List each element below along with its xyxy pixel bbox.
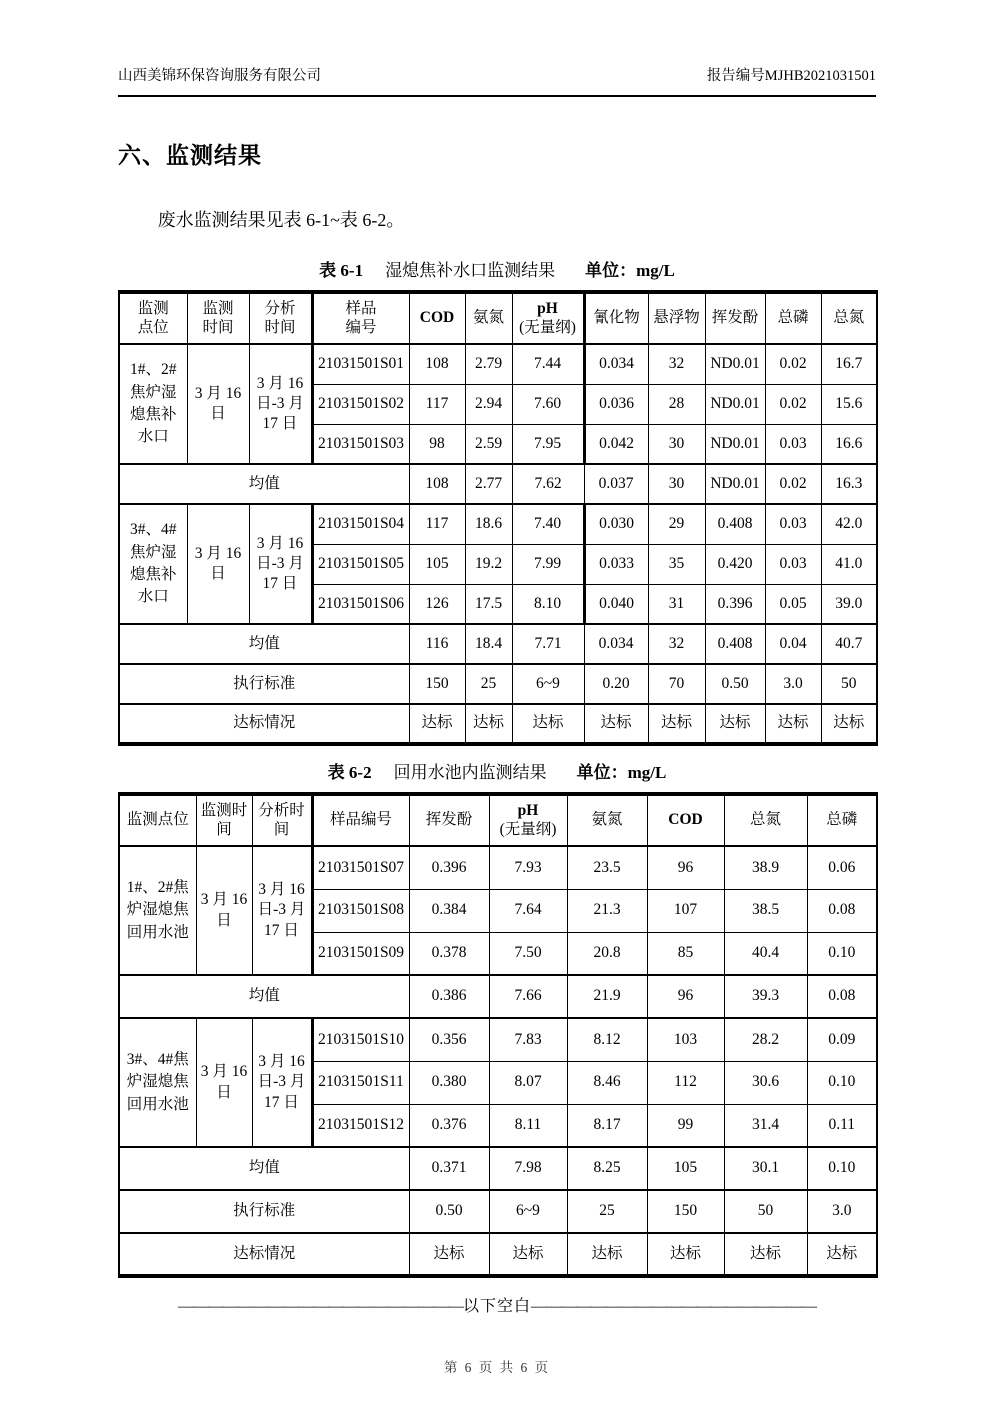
- cell: 0.03: [765, 544, 821, 584]
- cell-analysis-time: 3 月 16 日-3 月 17 日: [249, 504, 312, 624]
- table-6-1: [118, 290, 878, 746]
- cell: 7.99: [512, 544, 584, 584]
- cell: 8.11: [489, 1104, 567, 1147]
- cell: 3.0: [807, 1190, 877, 1233]
- cell: 0.408: [705, 504, 765, 544]
- cell-point: 3#、4#焦炉湿熄焦回用水池: [119, 1018, 196, 1147]
- cell: 99: [647, 1104, 724, 1147]
- cell: 0.06: [807, 846, 877, 889]
- cell-analysis-time: 3 月 16 日-3 月 17 日: [252, 846, 312, 975]
- table-row: [119, 344, 877, 384]
- below-blank-line: [118, 1293, 876, 1316]
- cell: 6~9: [512, 664, 584, 704]
- cell: 38.9: [724, 846, 807, 889]
- cell: 39.0: [821, 584, 877, 624]
- table-6-2: [118, 792, 878, 1278]
- mean-row: [119, 624, 877, 664]
- cell: 15.6: [821, 384, 877, 424]
- cell: 0.033: [584, 544, 648, 584]
- cell: 21.9: [567, 975, 647, 1018]
- table-6-1-caption: [118, 256, 876, 281]
- cell-sample-id: 21031501S08: [312, 889, 409, 932]
- cell: 7.50: [489, 932, 567, 975]
- mean-row: [119, 975, 877, 1018]
- header-cell: COD: [409, 292, 465, 344]
- cell: 105: [409, 544, 465, 584]
- cell: 0.034: [584, 344, 648, 384]
- header-cell: pH (无量纲): [512, 292, 584, 344]
- cell: 7.83: [489, 1018, 567, 1061]
- cell: 7.64: [489, 889, 567, 932]
- cell-time: 3 月 16 日: [196, 846, 252, 975]
- cell: 0.378: [409, 932, 489, 975]
- cell: 42.0: [821, 504, 877, 544]
- cell: 0.11: [807, 1104, 877, 1147]
- cell: 105: [647, 1147, 724, 1190]
- caption-title: 回用水池内监测结果: [393, 763, 547, 782]
- cell: 21.3: [567, 889, 647, 932]
- cell: 28: [648, 384, 705, 424]
- cell: 31.4: [724, 1104, 807, 1147]
- cell: 0.05: [765, 584, 821, 624]
- header-cell: 总磷: [807, 794, 877, 846]
- cell-analysis-time: 3 月 16 日-3 月 17 日: [249, 344, 312, 464]
- standard-row: [119, 664, 877, 704]
- cell: 98: [409, 424, 465, 464]
- caption-unit: 单位：mg/L: [576, 763, 667, 782]
- cell: 7.71: [512, 624, 584, 664]
- cell: 达标: [409, 1233, 489, 1276]
- cell-sample-id: 21031501S11: [312, 1061, 409, 1104]
- cell: 0.10: [807, 1061, 877, 1104]
- cell: 0.042: [584, 424, 648, 464]
- header-cell: 总氮: [821, 292, 877, 344]
- cell: 50: [821, 664, 877, 704]
- cell: 107: [647, 889, 724, 932]
- cell-label: 均值: [119, 1147, 409, 1190]
- cell: 70: [648, 664, 705, 704]
- cell: 19.2: [465, 544, 512, 584]
- cell-sample-id: 21031501S10: [312, 1018, 409, 1061]
- cell: 8.25: [567, 1147, 647, 1190]
- header-cell: 挥发酚: [409, 794, 489, 846]
- cell: 117: [409, 504, 465, 544]
- cell: 8.17: [567, 1104, 647, 1147]
- cell: 2.79: [465, 344, 512, 384]
- cell-time: 3 月 16 日: [187, 344, 249, 464]
- cell-time: 3 月 16 日: [196, 1018, 252, 1147]
- cell: 0.356: [409, 1018, 489, 1061]
- company-name: 山西美锦环保咨询服务有限公司: [118, 68, 321, 84]
- cell: 7.95: [512, 424, 584, 464]
- table-header-row: [119, 794, 877, 846]
- table-6-2-caption: [118, 758, 876, 783]
- cell: 达标: [584, 704, 648, 744]
- mean-row: [119, 464, 877, 504]
- caption-label: 表 6-2: [327, 763, 372, 782]
- header-cell: 样品编号: [312, 794, 409, 846]
- cell: 40.4: [724, 932, 807, 975]
- cell: 0.03: [765, 424, 821, 464]
- cell: 2.94: [465, 384, 512, 424]
- dash-left: ———————————————————: [177, 1298, 463, 1315]
- cell: 0.50: [705, 664, 765, 704]
- table-row: [119, 504, 877, 544]
- cell: 达标: [648, 704, 705, 744]
- cell-sample-id: 21031501S12: [312, 1104, 409, 1147]
- cell-label: 均值: [119, 975, 409, 1018]
- cell: 0.03: [765, 504, 821, 544]
- cell: 30: [648, 464, 705, 504]
- cell-label: 达标情况: [119, 1233, 409, 1276]
- cell: 7.98: [489, 1147, 567, 1190]
- header-cell: COD: [647, 794, 724, 846]
- cell-sample-id: 21031501S09: [312, 932, 409, 975]
- cell-point: 1#、2#焦炉湿熄焦回用水池: [119, 846, 196, 975]
- cell: 达标: [705, 704, 765, 744]
- intro-text: 废水监测结果见表 6-1~表 6-2。: [157, 210, 405, 230]
- cell: 达标: [724, 1233, 807, 1276]
- cell: 8.10: [512, 584, 584, 624]
- cell: 30.1: [724, 1147, 807, 1190]
- cell: 达标: [765, 704, 821, 744]
- cell: 0.036: [584, 384, 648, 424]
- page-number: 第 6 页 共 6 页: [443, 1360, 551, 1375]
- cell: 7.93: [489, 846, 567, 889]
- cell: 18.4: [465, 624, 512, 664]
- cell: 108: [409, 344, 465, 384]
- caption-unit: 单位：mg/L: [585, 261, 675, 280]
- cell-sample-id: 21031501S01: [312, 344, 409, 384]
- cell: 2.59: [465, 424, 512, 464]
- cell: 0.376: [409, 1104, 489, 1147]
- cell-analysis-time: 3 月 16 日-3 月 17 日: [252, 1018, 312, 1147]
- cell: 41.0: [821, 544, 877, 584]
- cell: 6~9: [489, 1190, 567, 1233]
- cell-label: 执行标准: [119, 1190, 409, 1233]
- cell-time: 3 月 16 日: [187, 504, 249, 624]
- header-cell: 监测 时间: [187, 292, 249, 344]
- header-cell: 样品 编号: [312, 292, 409, 344]
- cell: 2.77: [465, 464, 512, 504]
- report-number: 报告编号MJHB2021031501: [706, 68, 876, 84]
- cell: 0.09: [807, 1018, 877, 1061]
- cell: 50: [724, 1190, 807, 1233]
- cell: 达标: [409, 704, 465, 744]
- cell: 0.396: [409, 846, 489, 889]
- cell-sample-id: 21031501S06: [312, 584, 409, 624]
- header-cell: 分析时 间: [252, 794, 312, 846]
- cell-point: 1#、2#焦炉湿熄焦补水口: [119, 344, 187, 464]
- cell: 达标: [807, 1233, 877, 1276]
- cell: 0.08: [807, 889, 877, 932]
- cell: 8.07: [489, 1061, 567, 1104]
- cell: 103: [647, 1018, 724, 1061]
- cell: 0.02: [765, 344, 821, 384]
- cell: 31: [648, 584, 705, 624]
- dash-right: ———————————————————: [531, 1298, 816, 1315]
- standard-row: [119, 1190, 877, 1233]
- table-header-row: [119, 292, 877, 344]
- cell: 117: [409, 384, 465, 424]
- cell: 0.04: [765, 624, 821, 664]
- cell: 96: [647, 975, 724, 1018]
- cell-label: 均值: [119, 464, 409, 504]
- cell: 8.12: [567, 1018, 647, 1061]
- mean-row: [119, 1147, 877, 1190]
- cell: 达标: [489, 1233, 567, 1276]
- cell: 达标: [465, 704, 512, 744]
- header-cell: 氨氮: [465, 292, 512, 344]
- cell: 0.408: [705, 624, 765, 664]
- cell: 30: [648, 424, 705, 464]
- cell: 116: [409, 624, 465, 664]
- cell: 3.0: [765, 664, 821, 704]
- header-cell: 监测点位: [119, 794, 196, 846]
- status-row: [119, 704, 877, 744]
- cell: 7.62: [512, 464, 584, 504]
- cell: 108: [409, 464, 465, 504]
- caption-label: 表 6-1: [319, 261, 364, 280]
- cell: ND0.01: [705, 384, 765, 424]
- cell: 0.50: [409, 1190, 489, 1233]
- caption-title: 湿熄焦补水口监测结果: [385, 261, 556, 280]
- below-blank-text: 以下空白: [462, 1298, 531, 1315]
- cell: 150: [409, 664, 465, 704]
- cell: 达标: [512, 704, 584, 744]
- cell-sample-id: 21031501S05: [312, 544, 409, 584]
- cell: 150: [647, 1190, 724, 1233]
- header-cell: 监测时 间: [196, 794, 252, 846]
- cell: 0.10: [807, 932, 877, 975]
- cell: 20.8: [567, 932, 647, 975]
- cell: 0.034: [584, 624, 648, 664]
- cell: 0.02: [765, 464, 821, 504]
- section-title: 六、监测结果: [118, 143, 262, 168]
- cell: 0.396: [705, 584, 765, 624]
- cell: ND0.01: [705, 424, 765, 464]
- table-row: [119, 1018, 877, 1061]
- cell: 0.384: [409, 889, 489, 932]
- document-header: [118, 64, 876, 97]
- cell-sample-id: 21031501S02: [312, 384, 409, 424]
- cell: 38.5: [724, 889, 807, 932]
- cell: 7.44: [512, 344, 584, 384]
- cell: 40.7: [821, 624, 877, 664]
- cell: 0.420: [705, 544, 765, 584]
- cell: 0.030: [584, 504, 648, 544]
- cell: 7.40: [512, 504, 584, 544]
- header-cell: pH (无量纲): [489, 794, 567, 846]
- header-cell: 氨氮: [567, 794, 647, 846]
- cell: 35: [648, 544, 705, 584]
- cell: 39.3: [724, 975, 807, 1018]
- cell: 达标: [567, 1233, 647, 1276]
- cell: 0.386: [409, 975, 489, 1018]
- header-cell: 挥发酚: [705, 292, 765, 344]
- cell: 7.60: [512, 384, 584, 424]
- cell: 17.5: [465, 584, 512, 624]
- cell: 0.10: [807, 1147, 877, 1190]
- cell: 达标: [647, 1233, 724, 1276]
- cell: 96: [647, 846, 724, 889]
- cell: 126: [409, 584, 465, 624]
- cell-label: 均值: [119, 624, 409, 664]
- header-cell: 监测 点位: [119, 292, 187, 344]
- cell-sample-id: 21031501S03: [312, 424, 409, 464]
- cell: ND0.01: [705, 464, 765, 504]
- cell: 达标: [821, 704, 877, 744]
- cell: 0.371: [409, 1147, 489, 1190]
- cell: 0.040: [584, 584, 648, 624]
- cell: ND0.01: [705, 344, 765, 384]
- cell-label: 执行标准: [119, 664, 409, 704]
- header-cell: 悬浮物: [648, 292, 705, 344]
- cell: 32: [648, 344, 705, 384]
- header-cell: 总氮: [724, 794, 807, 846]
- cell-sample-id: 21031501S04: [312, 504, 409, 544]
- cell-sample-id: 21031501S07: [312, 846, 409, 889]
- cell: 112: [647, 1061, 724, 1104]
- cell: 85: [647, 932, 724, 975]
- cell: 0.380: [409, 1061, 489, 1104]
- cell: 16.3: [821, 464, 877, 504]
- cell: 0.20: [584, 664, 648, 704]
- cell: 30.6: [724, 1061, 807, 1104]
- cell: 7.66: [489, 975, 567, 1018]
- cell: 29: [648, 504, 705, 544]
- cell-label: 达标情况: [119, 704, 409, 744]
- cell: 0.037: [584, 464, 648, 504]
- cell: 25: [567, 1190, 647, 1233]
- cell: 8.46: [567, 1061, 647, 1104]
- cell: 23.5: [567, 846, 647, 889]
- cell: 32: [648, 624, 705, 664]
- header-cell: 分析 时间: [249, 292, 312, 344]
- cell: 16.6: [821, 424, 877, 464]
- cell: 0.08: [807, 975, 877, 1018]
- cell-point: 3#、4#焦炉湿熄焦补水口: [119, 504, 187, 624]
- cell: 18.6: [465, 504, 512, 544]
- header-cell: 氰化物: [584, 292, 648, 344]
- status-row: [119, 1233, 877, 1276]
- cell: 0.02: [765, 384, 821, 424]
- cell: 25: [465, 664, 512, 704]
- table-row: [119, 846, 877, 889]
- cell: 28.2: [724, 1018, 807, 1061]
- header-cell: 总磷: [765, 292, 821, 344]
- cell: 16.7: [821, 344, 877, 384]
